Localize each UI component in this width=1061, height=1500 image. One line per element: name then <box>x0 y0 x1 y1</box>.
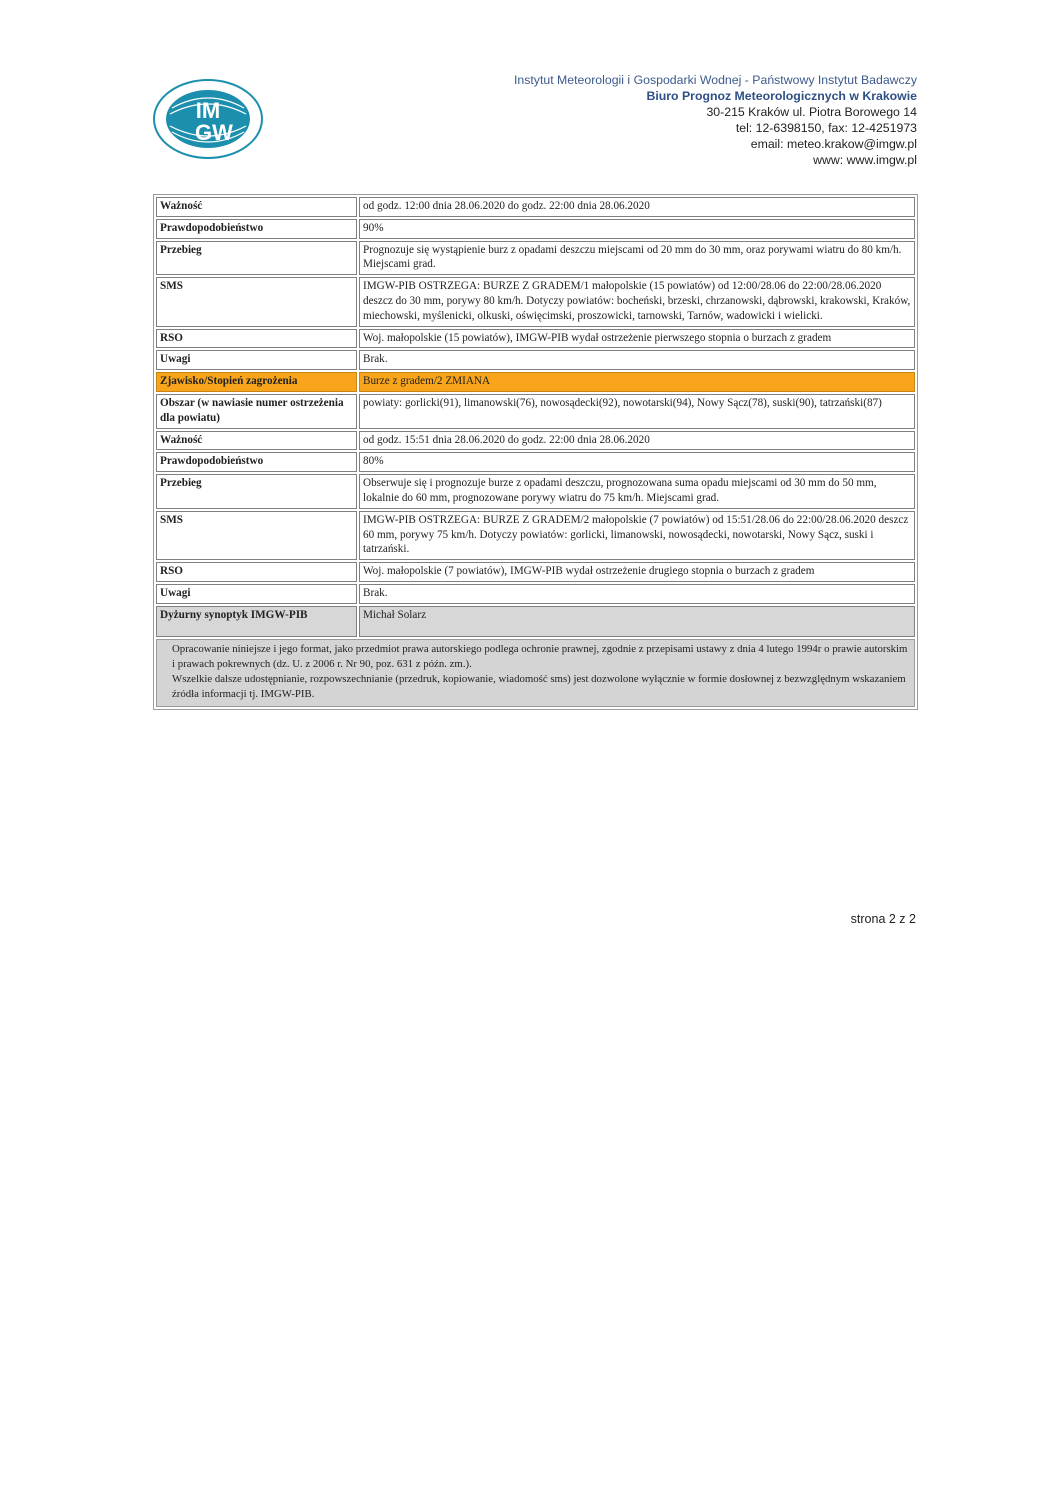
row-duty-forecaster <box>156 606 915 637</box>
value-rso: Woj. małopolskie (7 powiatów), IMGW-PIB wydał ostrzeżenie drugiego stopnia o burzach z gradem <box>359 562 915 582</box>
row-uwagi-1 <box>156 350 915 370</box>
bureau-name: Biuro Prognoz Meteorologicznych w Krakowie <box>646 89 917 103</box>
svg-text:GW: GW <box>195 120 233 145</box>
row-rso-2 <box>156 562 915 582</box>
label-przebieg: Przebieg <box>156 241 357 276</box>
label-rso: RSO <box>156 329 357 349</box>
value-waznosc: od godz. 15:51 dnia 28.06.2020 do godz. 22:00 dnia 28.06.2020 <box>359 431 915 451</box>
row-przebieg-2 <box>156 474 915 509</box>
imgw-logo-icon <box>152 78 264 160</box>
value-uwagi: Brak. <box>359 584 915 604</box>
value-zjawisko: Burze z gradem/2 ZMIANA <box>359 372 915 392</box>
row-prawdopodobienstwo-2 <box>156 452 915 472</box>
row-sms-2 <box>156 511 915 560</box>
value-przebieg: Prognozuje się wystąpienie burz z opadami deszczu miejscami od 20 mm do 30 mm, oraz porywami wiatru do 80 km/h. Miejscami grad. <box>359 241 915 276</box>
value-sms: IMGW-PIB OSTRZEGA: BURZE Z GRADEM/2 małopolskie (7 powiatów) od 15:51/28.06 do 22:00/28.06.2020 deszcz 60 mm, porywy 75 km/h. Dotyczy powiatów: gorlicki, limanowski, nowosądecki, nowotarski, Nowy Sącz, suski i tatrzański. <box>359 511 915 560</box>
row-sms-1 <box>156 277 915 326</box>
row-copyright-notice <box>156 639 915 707</box>
row-uwagi-2 <box>156 584 915 604</box>
label-sms: SMS <box>156 511 357 560</box>
row-prawdopodobienstwo-1 <box>156 219 915 239</box>
label-przebieg: Przebieg <box>156 474 357 509</box>
value-prawdopodobienstwo: 90% <box>359 219 915 239</box>
label-uwagi: Uwagi <box>156 584 357 604</box>
value-przebieg: Obserwuje się i prognozuje burze z opadami deszczu, prognozowana suma opadu miejscami od 30 mm do 50 mm, lokalnie do 60 mm, prognozowane porywy wiatru do 75 km/h. Miejscami grad. <box>359 474 915 509</box>
institute-header <box>514 72 917 168</box>
value-rso: Woj. małopolskie (15 powiatów), IMGW-PIB wydał ostrzeżenie pierwszego stopnia o burzach z gradem <box>359 329 915 349</box>
value-uwagi: Brak. <box>359 350 915 370</box>
value-obszar: powiaty: gorlicki(91), limanowski(76), nowosądecki(92), nowotarski(94), Nowy Sącz(78), suski(90), tatrzański(87) <box>359 394 915 429</box>
row-obszar-2 <box>156 394 915 429</box>
row-rso-1 <box>156 329 915 349</box>
row-przebieg-1 <box>156 241 915 276</box>
row-waznosc-2 <box>156 431 915 451</box>
label-prawdopodobienstwo: Prawdopodobieństwo <box>156 452 357 472</box>
value-waznosc: od godz. 12:00 dnia 28.06.2020 do godz. 22:00 dnia 28.06.2020 <box>359 197 915 217</box>
row-waznosc-1 <box>156 197 915 217</box>
value-sms: IMGW-PIB OSTRZEGA: BURZE Z GRADEM/1 małopolskie (15 powiatów) od 12:00/28.06 do 22:00/28.06.2020 deszcz do 30 mm, porywy 80 km/h. Dotyczy powiatów: bocheński, brzeski, chrzanowski, dąbrowski, krakowski, Kraków, miechowski, myślenicki, olkuski, oświęcimski, proszowicki, tarnowski, Tarnów, wadowicki i wielicki. <box>359 277 915 326</box>
label-obszar: Obszar (w nawiasie numer ostrzeżenia dla powiatu) <box>156 394 357 429</box>
imgw-logo <box>152 78 264 160</box>
value-prawdopodobienstwo: 80% <box>359 452 915 472</box>
label-prawdopodobienstwo: Prawdopodobieństwo <box>156 219 357 239</box>
label-zjawisko: Zjawisko/Stopień zagrożenia <box>156 372 357 392</box>
svg-text:IM: IM <box>195 98 221 123</box>
label-waznosc: Ważność <box>156 197 357 217</box>
institute-name: Instytut Meteorologii i Gospodarki Wodnej - Państwowy Instytut Badawczy <box>513 73 917 87</box>
label-duty-forecaster: Dyżurny synoptyk IMGW-PIB <box>156 606 357 637</box>
address: 30-215 Kraków ul. Piotra Borowego 14 <box>706 105 917 119</box>
copyright-paragraph: Opracowanie niniejsze i jego format, jako przedmiot prawa autorskiego podlega ochronie prawnej, zgodnie z przepisami ustawy z dnia 4 lutego 1994r o prawie autorskim i prawach pokrewnych (dz. U. z 2006 r. Nr 90, poz. 631 z późn. zm.). <box>172 642 908 670</box>
copyright-notice <box>156 639 915 707</box>
label-waznosc: Ważność <box>156 431 357 451</box>
warning-table <box>153 194 918 710</box>
label-uwagi: Uwagi <box>156 350 357 370</box>
email: email: meteo.krakow@imgw.pl <box>750 137 917 151</box>
label-rso: RSO <box>156 562 357 582</box>
row-zjawisko-2 <box>156 372 915 392</box>
website: www: www.imgw.pl <box>813 153 917 167</box>
phone-fax: tel: 12-6398150, fax: 12-4251973 <box>735 121 917 135</box>
value-duty-forecaster: Michał Solarz <box>359 606 915 637</box>
usage-paragraph: Wszelkie dalsze udostępnianie, rozpowszechnianie (przedruk, kopiowanie, wiadomość sms) jest dozwolone wyłącznie w formie dosłownej z bezwzględnym wskazaniem źródła informacji tj. IMGW-PIB. <box>172 672 906 700</box>
page-number: strona 2 z 2 <box>850 912 916 926</box>
label-sms: SMS <box>156 277 357 326</box>
